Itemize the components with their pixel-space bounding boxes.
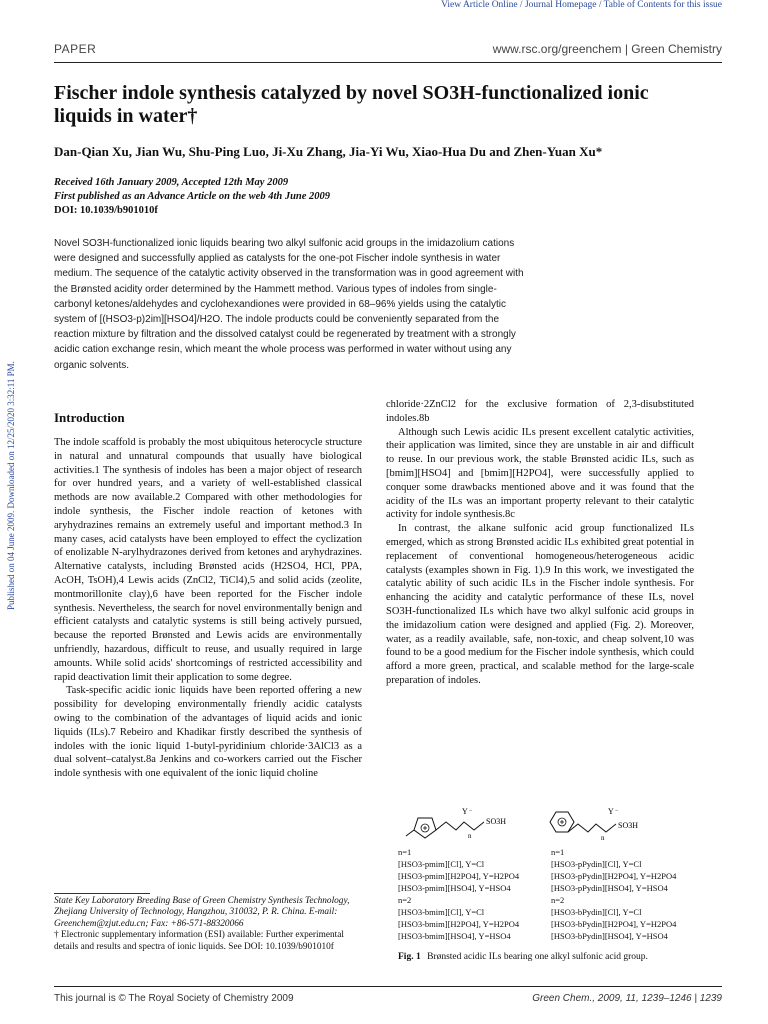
left-column [54, 410, 362, 781]
received-dates: Received 16th January 2009, Accepted 12th May 2009 [54, 177, 289, 188]
list-item: [HSO3-bmim][H2PO4], Y=H2PO4 [398, 919, 520, 929]
figure-left-list [398, 846, 519, 942]
intro-paragraph-2: Task-specific acidic ionic liquids have been reported offering a new possibility for developing environmentally friendly acidic catalysts owing to the combination of the advantages of liquid acids and ionic liquids (ILs).7 Rebeiro and Khadikar firstly described the synthesis of indoles with the ionic liquid 1-butyl-pyridinium chloride·3AlCl3 as a dual solvent–catalyst.8a Jenkins and co-workers carried out the Fischer indole synthesis with one equivalent of the ionic liquid choline [54, 685, 362, 780]
side-download-note [6, 290, 20, 610]
intro-paragraph-1: The indole scaffold is probably the most ubiquitous heterocycle structure in natural and unnatural compounds that usually have biological activities.1 The synthesis of indoles has been a major object of research for over hundred years, and a variety of well-established classical methods are now available.2 Compared with other methodologies for indole synthesis, the Fischer indole reaction of ketones with aryhydrazines remains an extremely useful and important method.3 In many cases, acid catalysts have been employed to effect the cyclization of enolizable N-arylhydrazones derived from ketones and aryhydrazines. Alternative catalysts, including Brønsted acids (H2SO4, HCl, PPA, AcOH, TsOH),4 Lewis acids (ZnCl2, TiCl4),5 and solid acids (zeolite, montmorillonite clay),6 have been reported for the Fischer indole synthesis. Nevertheless, the search for novel environmentally benign and efficient catalysts and catalytic systems is still being actively pursued, because the reported Brønsted and Lewis acids are environmentally unfriendly, hazardous, difficult to reuse, and usually required in large amounts. While solid acids' shortcomings of restricted accessibility and rapid deactivation limit their application to some degree. [54, 437, 362, 683]
top-journal-links[interactable] [441, 0, 722, 10]
list-item: [HSO3-pmim][HSO4], Y=HSO4 [398, 883, 511, 893]
page-footer [54, 986, 722, 1011]
anion-label-left: Y [462, 808, 468, 816]
right-column [386, 398, 694, 688]
list-item: [HSO3-pPydin][H2PO4], Y=H2PO4 [551, 871, 677, 881]
figure-right-list [551, 846, 676, 942]
svg-text:−: − [469, 808, 473, 814]
footer-copyright: This journal is © The Royal Society of Chemistry 2009 [54, 993, 294, 1004]
n-label-left: n [468, 832, 472, 840]
so3h-label-left: SO3H [486, 817, 507, 826]
article-title: Fischer indole synthesis catalyzed by novel SO3H-functionalized ionic liquids in water† [54, 82, 649, 127]
article-meta [54, 176, 330, 218]
doi: DOI: 10.1039/b901010f [54, 205, 158, 216]
list-item: n=1 [398, 847, 412, 857]
list-item: n=2 [551, 895, 565, 905]
anion-label-right: Y [608, 808, 614, 816]
figure-caption-label: Fig. 1 [398, 952, 421, 962]
top-links-text[interactable]: View Article Online / Journal Homepage / Table of Contents for this issue [441, 0, 722, 10]
intro-paragraph-3: chloride·2ZnCl2 for the exclusive formation of 2,3-disubstituted indoles.8b [386, 399, 694, 424]
intro-paragraph-5: In contrast, the alkane sulfonic acid group functionalized ILs emerged, which as strong Brønsted acidic ILs exhibited great potential in replacement of conventional homogeneous/heterogeneous acidic catalysts (examples shown in Fig. 1).9 In this work, we investigated the catalytic ability of such acidic ILs in the Fischer indole synthesis. For enhancing the acidity and catalytic performance of these ILs, novel SO3H-functionalized ILs which have two alkyl sulfonic acid groups in the imidazolium cation were designed and applied (Fig. 2). Moreover, water, as a readily available, safe, non-toxic, and cheap solvent,10 was found to be a good medium for the Fischer indole synthesis, which could afford a more green, practical, and scalable method for the large-scale preparation of indoles. [386, 523, 694, 686]
footnote-divider [54, 893, 150, 894]
published-date: First published as an Advance Article on the web 4th June 2009 [54, 191, 331, 202]
list-item: [HSO3-pPydin][HSO4], Y=HSO4 [551, 883, 668, 893]
intro-paragraph-4: Although such Lewis acidic ILs present excellent catalytic activities, their application was limited, since they are unstable in air and difficult to reuse. In our previous work, the stable Brønsted acidic ILs, such as [bmim][HSO4] and [bmim][H2PO4], were successfully applied to conquer some drawbacks mentioned above and it was found that the acidity of the ILs was an important property relevant to their catalytic activity for indole synthesis.8c [386, 426, 694, 521]
abstract: Novel SO3H-functionalized ionic liquids bearing two alkyl sulfonic acid groups in the imidazolium cations were designed and successfully applied as catalysts for the one-pot Fischer indole synthesis in water medium. The sequence of the catalytic activity observed in the transformation was in good agreement with the Brønsted acidity order determined by the Hammett method. Various types of indoles from single-carbonyl ketones/aldehydes and cyclohexandiones were provided in 68–96% yields using the catalytic system of [(HSO3-p)2im][HSO4]/H2O. The indole products could be conveniently separated from the reaction mixture by filtration and the dissolved catalyst could be regenerated by treatment with a strongly acidic cation exchange resin, which meant the whole process was performed in water without using any organic solvents. [54, 238, 524, 371]
alkyl-chain-left [436, 822, 484, 830]
list-item: [HSO3-pmim][H2PO4], Y=H2PO4 [398, 871, 520, 881]
list-item: [HSO3-bmim][HSO4], Y=HSO4 [398, 931, 511, 941]
header-journal-url: www.rsc.org/greenchem | Green Chemistry [492, 42, 722, 56]
figure-caption [398, 952, 648, 962]
figure-caption-text: Brønsted acidic ILs bearing one alkyl sulfonic acid group. [427, 952, 648, 962]
list-item: n=1 [551, 847, 565, 857]
author-list: Dan-Qian Xu, Jian Wu, Shu-Ping Luo, Ji-Xu Zhang, Jia-Yi Wu, Xiao-Hua Du and Zhen-Yuan Xu* [54, 144, 603, 159]
header-section-label: PAPER [54, 42, 97, 56]
footer-citation: Green Chem., 2009, 11, 1239–1246 | 1239 [532, 993, 722, 1004]
side-note-text: Published on 04 June 2009. Downloaded on 12/25/2020 3:32:11 PM. [6, 361, 16, 610]
esi-note: † Electronic supplementary information (ESI) available: Further experimental details and results and spectra of ionic liquids. See DOI: 10.1039/b901010f [54, 930, 344, 952]
list-item: n=2 [398, 895, 412, 905]
section-heading-introduction: Introduction [54, 410, 125, 425]
n-label-right: n [601, 834, 605, 842]
footnotes [54, 896, 362, 953]
list-item: [HSO3-pPydin][Cl], Y=Cl [551, 859, 642, 869]
alkyl-chain-right [568, 824, 616, 832]
so3h-label-right: SO3H [618, 821, 639, 830]
list-item: [HSO3-bmim][Cl], Y=Cl [398, 907, 485, 917]
list-item: [HSO3-pmim][Cl], Y=Cl [398, 859, 485, 869]
svg-text:−: − [615, 808, 619, 814]
list-item: [HSO3-bPydin][HSO4], Y=HSO4 [551, 931, 668, 941]
page-header [54, 40, 722, 63]
affiliation-note: State Key Laboratory Breeding Base of Green Chemistry Synthesis Technology, Zhejiang University of Technology, Hangzhou, 310032, P. R. China. E-mail: Greenchem@zjut.edu.cn; Fax: +86-571-88320066 [54, 896, 350, 929]
structure-drawings [398, 808, 698, 848]
list-item: [HSO3-bPydin][Cl], Y=Cl [551, 907, 642, 917]
list-item: [HSO3-bPydin][H2PO4], Y=H2PO4 [551, 919, 677, 929]
figure-1 [398, 808, 698, 968]
